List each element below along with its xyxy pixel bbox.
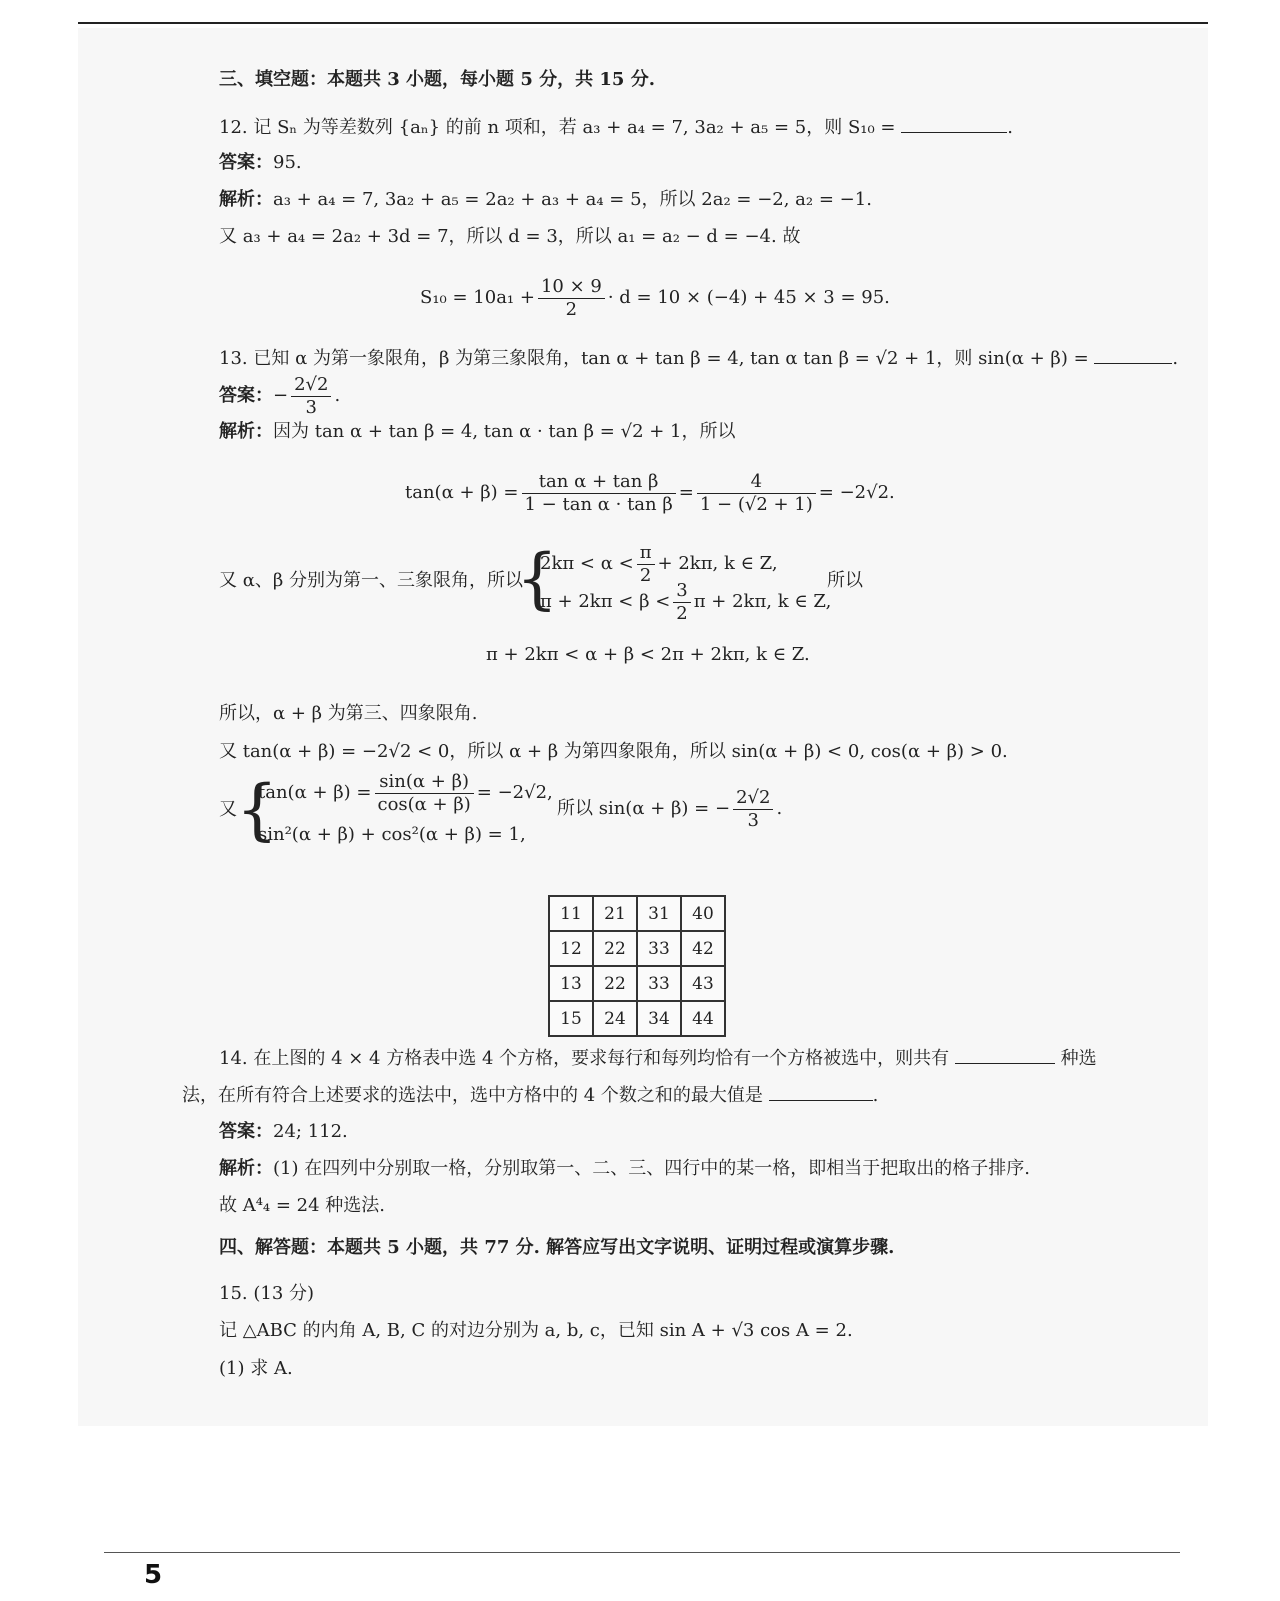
q13-system-line-2 [540,580,831,624]
grid-table [548,895,726,1037]
q13-answer-fraction [291,374,331,419]
q13-sys1-den: 2 [639,564,652,586]
q13-system-brace: { [516,540,558,617]
table-cell: 12 [549,931,593,966]
table-cell: 42 [681,931,725,966]
table-cell: 21 [593,896,637,931]
q12-analysis-text-1: a₃ + a₄ = 7, 3a₂ + a₅ = 2a₂ + a₃ + a₄ = 5，所以 2a₂ = −2, a₂ = −1. [273,189,872,210]
table-cell: 31 [637,896,681,931]
q13-answer-num: 2√2 [291,374,331,397]
table-cell: 34 [637,1001,681,1036]
q14-question-line-2: 法，在所有符合上述要求的选法中，选中方格中的 4 个数之和的最大值是 . [182,1085,879,1106]
q12-analysis-1 [219,189,872,211]
table-cell: 22 [593,931,637,966]
q14-answer [219,1121,348,1143]
q15-title: 15. (13 分) [219,1283,315,1304]
table-cell: 33 [637,931,681,966]
q13-sys3-right: = −2√2, [476,782,553,803]
q13-sys3-den: cos(α + β) [377,793,471,815]
q12-frac-num: 10 × 9 [538,276,605,299]
table-cell: 22 [593,966,637,1001]
q13-answer-blank [1094,347,1172,364]
q13-analysis-text-1: 因为 tan α + tan β = 4, tan α · tan β = √2 + 1，所以 [273,421,736,442]
answer-label: 答案： [219,152,273,173]
q13-conclusion-den: 3 [747,809,759,831]
q13-eq-right: = −2√2. [818,482,895,503]
q13-eq-left: tan(α + β) = [405,482,519,503]
table-cell: 13 [549,966,593,1001]
table-cell: 40 [681,896,725,931]
q12-answer-blank [901,116,1007,133]
q13-question-text: 13. 已知 α 为第一象限角，β 为第三象限角，tan α + tan β = 4, tan α tan β = √2 + 1，则 sin(α + β) = [219,348,1089,369]
q13-sys3-left: tan(α + β) = [258,782,372,803]
analysis-label: 解析： [219,421,273,442]
q13-analysis-1 [219,421,736,443]
q15-part1: (1) 求 A. [219,1358,293,1379]
q13-system-intro: 又 α、β 分别为第一、三象限角，所以 [219,570,524,591]
q13-system2-line-2: sin²(α + β) + cos²(α + β) = 1, [258,824,526,845]
q13-sys2-fraction [673,580,690,625]
q13-sys2-num: 3 [673,580,690,603]
q14-question-c: 法，在所有符合上述要求的选法中，选中方格中的 4 个数之和的最大值是 [182,1085,763,1106]
q13-sys3-fraction [375,771,474,816]
analysis-label: 解析： [219,189,273,210]
q13-system2-line-1 [258,768,553,818]
q13-sys3-num: sin(α + β) [375,771,474,794]
q13-sys-you: 又 [219,799,237,820]
q13-eq-fraction-1 [522,471,676,516]
q13-answer-sign: − [273,385,289,406]
q13-conclusion: 所以 sin(α + β) = − $\frac{2√2}{3}$ . [557,786,783,831]
q13-question: 13. 已知 α 为第一象限角，β 为第三象限角，tan α + tan β = 4, tan α tan β = √2 + 1，则 sin(α + β) = . [219,348,1179,369]
q14-question-b: 种选 [1060,1048,1097,1069]
table-row [549,1001,725,1036]
q14-question-line-1 [219,1047,1097,1070]
q13-conclusion-left: 所以 sin(α + β) = − [557,798,731,819]
q14-blank-1 [955,1047,1055,1064]
q13-line-quadrant: 所以，α + β 为第三、四象限角. [219,703,478,724]
answer-label: 答案： [219,385,273,406]
q13-eq-fraction-2 [697,471,816,516]
q13-system2-brace: { [236,771,278,848]
page-number: 5 [144,1560,163,1590]
section4-heading: 四、解答题：本题共 5 小题，共 77 分. 解答应写出文字说明、证明过程或演算步骤. [219,1237,895,1258]
bottom-rule [104,1552,1180,1553]
q13-eq-frac2-den: 1 − (√2 + 1) [699,493,813,515]
q12-answer [219,152,302,174]
q14-analysis-1 [219,1158,1030,1180]
table-row [549,896,725,931]
q14-question-a: 14. 在上图的 4 × 4 方格表中选 4 个方格，要求每行和每列均恰有一个方格被选中，则共有 [219,1048,950,1069]
q13-eq-frac2-num: 4 [697,471,816,494]
table-cell: 44 [681,1001,725,1036]
table-row [549,931,725,966]
q12-formula-left: S₁₀ = 10a₁ + [420,287,535,308]
q13-sys1-b: + 2kπ, k ∈ Z, [657,553,778,574]
q12-formula [420,273,890,323]
table-cell: 11 [549,896,593,931]
table-cell: 33 [637,966,681,1001]
q13-eq-frac1-num: tan α + tan β [522,471,676,494]
table-cell: 43 [681,966,725,1001]
table-row [549,966,725,1001]
q15-stem: 记 △ABC 的内角 A, B, C 的对边分别为 a, b, c，已知 sin A + √3 cos A = 2. [219,1320,853,1341]
q13-tan-equation: tan(α + β) = $\frac{\text{tan α + tan β}}{\text{1 − tan α · tan β}}$ = $\frac{4}{1 - (√2 + 1)}$ = −2√2. [405,470,895,515]
q13-conclusion-num: 2√2 [733,787,773,810]
q14-analysis-2: 故 A⁴₄ = 24 种选法. [219,1195,386,1216]
q13-conclusion-fraction [733,787,773,832]
q13-range: π + 2kπ < α + β < 2π + 2kπ, k ∈ Z. [486,644,810,665]
top-rule [78,22,1208,24]
q12-formula-fraction [538,276,605,321]
q12-formula-right: · d = 10 × (−4) + 45 × 3 = 95. [607,287,890,308]
q13-answer: 答案： − $\frac{2√2}{3}$ . [219,373,341,418]
answer-label: 答案： [219,1121,273,1142]
q13-system-outro: 所以 [827,570,863,591]
analysis-label: 解析： [219,1158,273,1179]
q12-frac-den: 2 [565,298,578,320]
q14-analysis-text-1: (1) 在四列中分别取一格，分别取第一、二、三、四行中的某一格，即相当于把取出的格子排序. [273,1158,1030,1179]
q13-sys2-b: π + 2kπ, k ∈ Z, [693,591,832,612]
q12-analysis-2: 又 a₃ + a₄ = 2a₂ + 3d = 7，所以 d = 3，所以 a₁ = a₂ − d = −4. 故 [219,226,801,247]
q12-question: 12. 记 Sₙ 为等差数列 {aₙ} 的前 n 项和，若 a₃ + a₄ = 7, 3a₂ + a₅ = 5，则 S₁₀ = . [219,117,1013,138]
q14-answer-value: 24; 112. [273,1121,348,1142]
q14-blank-2 [769,1084,873,1101]
q13-eq-frac1-den: 1 − tan α · tan β [524,493,673,515]
q13-sys1-a: 2kπ < α < [540,553,634,574]
q13-answer-den: 3 [305,396,317,418]
q12-answer-value: 95. [273,152,302,173]
table-cell: 15 [549,1001,593,1036]
q13-sys2-a: π + 2kπ < β < [540,591,671,612]
q13-sys2-den: 2 [676,602,688,624]
q13-line-tan: 又 tan(α + β) = −2√2 < 0，所以 α + β 为第四象限角，所以 sin(α + β) < 0, cos(α + β) > 0. [219,741,1008,762]
q12-question-text: 12. 记 Sₙ 为等差数列 {aₙ} 的前 n 项和，若 a₃ + a₄ = 7, 3a₂ + a₅ = 5，则 S₁₀ = [219,117,896,138]
q13-sys1-num: π [637,542,655,565]
section3-heading: 三、填空题：本题共 3 小题，每小题 5 分，共 15 分. [219,69,655,90]
table-cell: 24 [593,1001,637,1036]
